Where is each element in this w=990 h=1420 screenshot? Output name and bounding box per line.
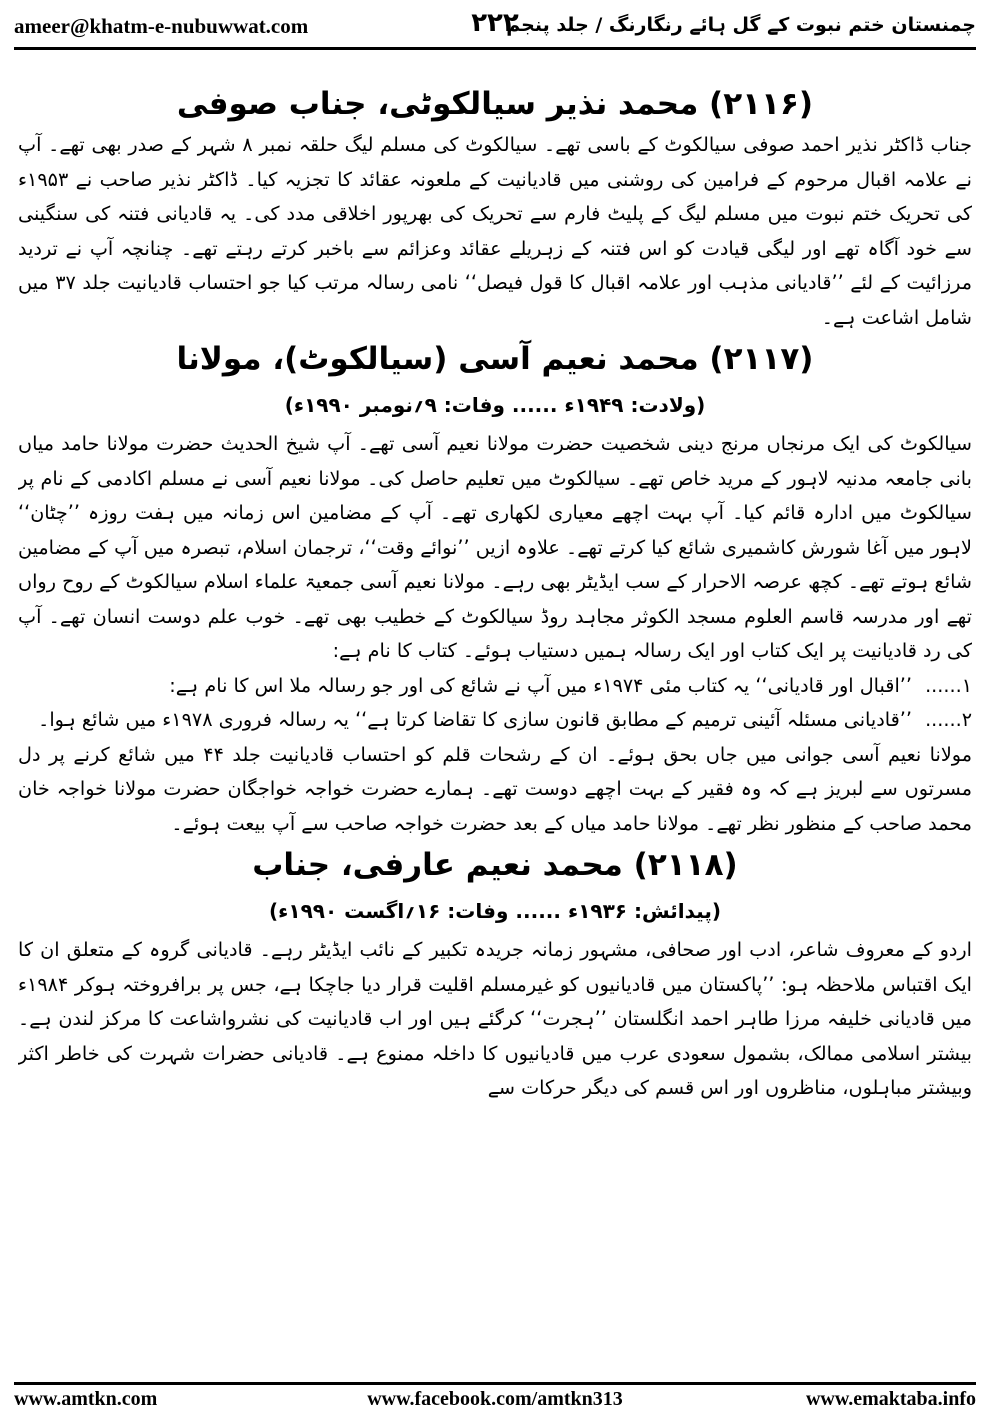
- book-title: چمنستان ختم نبوت کے گل ہائے رنگارنگ / جلد پنجم: [506, 14, 976, 36]
- footer-divider: [14, 1382, 976, 1385]
- entry-paragraph: سیالکوٹ کی ایک مرنجاں مرنج دینی شخصیت حضرت مولانا نعیم آسی تھے۔ آپ شیخ الحدیث حضرت مولانا حامد میاں بانی جامعہ مدنیہ لاہور کے مرید خاص تھے۔ سیالکوٹ میں تعلیم حاصل کی۔ مولانا نعیم آسی نے مسلم اکادمی کے نام پر سیالکوٹ میں ادارہ قائم کیا۔ آپ بہت اچھے معیاری لکھاری تھے۔ آپ کے مضامین اس زمانہ میں ہفت روزہ ’’چٹان‘‘ لاہور میں آغا شورش کاشمیری شائع کیا کرتے تھے۔ علاوہ ازیں ’’نوائے وقت‘‘، ترجمان اسلام، تبصرہ میں آپ کے مضامین شائع ہوتے تھے۔ کچھ عرصہ الاحرار کے سب ایڈیٹر بھی رہے۔ مولانا نعیم آسی جمعیۃ علماء اسلام سیالکوٹ کے روح رواں تھے اور مدرسہ قاسم العلوم مسجد الکوثر مجاہد روڈ سیالکوٹ کے خطیب بھی تھے۔ خوب علم دوست انسان تھے۔ آپ کی رد قادیانیت پر ایک کتاب اور ایک رسالہ ہمیں دستیاب ہوئے۔ کتاب کا نام ہے:: [18, 432, 972, 662]
- page-number: ۲۲۲: [471, 8, 519, 38]
- list-item: [18, 669, 972, 704]
- entry-paragraph: اردو کے معروف شاعر، ادب اور صحافی، مشہور زمانہ جریدہ تکبیر کے نائب ایڈیٹر رہے۔ قادیانی گروہ کے متعلق ان کا ایک اقتباس ملاحظہ ہو: ’’پاکستان میں قادیانیوں کو غیرمسلم اقلیت قرار دیا جاچکا ہے، جس پر برافروختہ ہوکر ۱۹۸۴ء میں قادیانی خلیفہ مرزا طاہر احمد انگلستان ’’ہجرت‘‘ کرگئے ہیں اور اب قادیانیت کی نشرواشاعت کا مرکز لندن ہے۔ بیشتر اسلامی ممالک، بشمول سعودی عرب میں قادیانیوں کا داخلہ ممنوع ہے۔ قادیانی حضرات شہرت کی خاطر اکثر وبیشتر مباہلوں، مناظروں اور اس قسم کی دیگر حرکات سے: [18, 938, 972, 1099]
- entry-2118: [18, 841, 972, 1106]
- list-item-number: ۱......: [925, 673, 972, 697]
- footer-link-facebook[interactable]: www.facebook.com/amtkn313: [367, 1388, 623, 1410]
- entry-title: (۲۱۱۶) محمد نذیر سیالکوٹی، جناب صوفی: [176, 86, 814, 122]
- entry-dates: (پیدائش: ۱۹۳۶ء ...... وفات: ۱۶؍اگست ۱۹۹۰ء): [269, 899, 721, 923]
- footer-link-amtkn[interactable]: www.amtkn.com: [14, 1388, 158, 1410]
- list-item: [18, 703, 972, 738]
- header-divider: [14, 47, 976, 50]
- list-item-text: ’’اقبال اور قادیانی‘‘ یہ کتاب مئی ۱۹۷۴ء میں آپ نے شائع کی اور جو رسالہ ملا اس کا نام ہے:: [169, 673, 912, 697]
- entry-2117: [18, 335, 972, 841]
- header-email[interactable]: ameer@khatm-e-nubuwwat.com: [14, 14, 309, 38]
- entry-title: (۲۱۱۸) محمد نعیم عارفی، جناب: [252, 847, 738, 883]
- entry-title: (۲۱۱۷) محمد نعیم آسی (سیالکوٹ)، مولانا: [176, 341, 814, 377]
- entry-paragraph: جناب ڈاکٹر نذیر احمد صوفی سیالکوٹ کے باسی تھے۔ سیالکوٹ کی مسلم لیگ حلقہ نمبر ۸ شہر کے صدر بھی تھے۔ آپ نے علامہ اقبال مرحوم کے فرامین کی روشنی میں قادیانیت کے ملعونہ عقائد کا تجزیہ کیا۔ ڈاکٹر نذیر صاحب نے ۱۹۵۳ء کی تحریک ختم نبوت میں مسلم لیگ کے پلیٹ فارم سے تحریک کی بھرپور اخلاقی مدد کی۔ یہ قادیانی فتنہ کی سنگینی سے خود آگاہ تھے اور لیگی قیادت کو اس فتنہ کے زہریلے عقائد وعزائم سے باخبر کرتے رہتے تھے۔ چنانچہ آپ نے تردید مرزائیت کے لئے ’’قادیانی مذہب اور علامہ اقبال کا قول فیصل‘‘ نامی رسالہ مرتب کیا جو احتساب قادیانیت جلد ۳۷ میں شامل اشاعت ہے۔: [18, 133, 972, 329]
- list-item-number: ۲......: [925, 708, 972, 731]
- list-item-text: ’’قادیانی مسئلہ آئینی ترمیم کے مطابق قانون سازی کا تقاضا کرتا ہے‘‘ یہ رسالہ فروری ۱۹۷۸ء میں شائع ہوا۔: [38, 708, 912, 731]
- footer-link-emaktaba[interactable]: www.emaktaba.info: [805, 1388, 976, 1410]
- entry-2116: [18, 80, 972, 335]
- page-header: [14, 6, 976, 44]
- entry-paragraph: مولانا نعیم آسی جوانی میں جاں بحق ہوئے۔ ان کے رشحات قلم کو احتساب قادیانیت جلد ۴۴ میں شائع کرنے پر دل مسرتوں سے لبریز ہے کہ وہ فقیر کے بہت اچھے دوست تھے۔ ہمارے حضرت خواجہ خواجگان حضرت مولانا خواجہ خان محمد صاحب کے منظور نظر تھے۔ مولانا حامد میاں کے بعد حضرت خواجہ صاحب سے آپ بیعت ہوئے۔: [18, 742, 972, 835]
- entry-dates: (ولادت: ۱۹۴۹ء ...... وفات: ۹؍نومبر ۱۹۹۰ء): [284, 393, 706, 417]
- page-footer: [14, 1388, 976, 1414]
- page-content: [18, 80, 972, 1375]
